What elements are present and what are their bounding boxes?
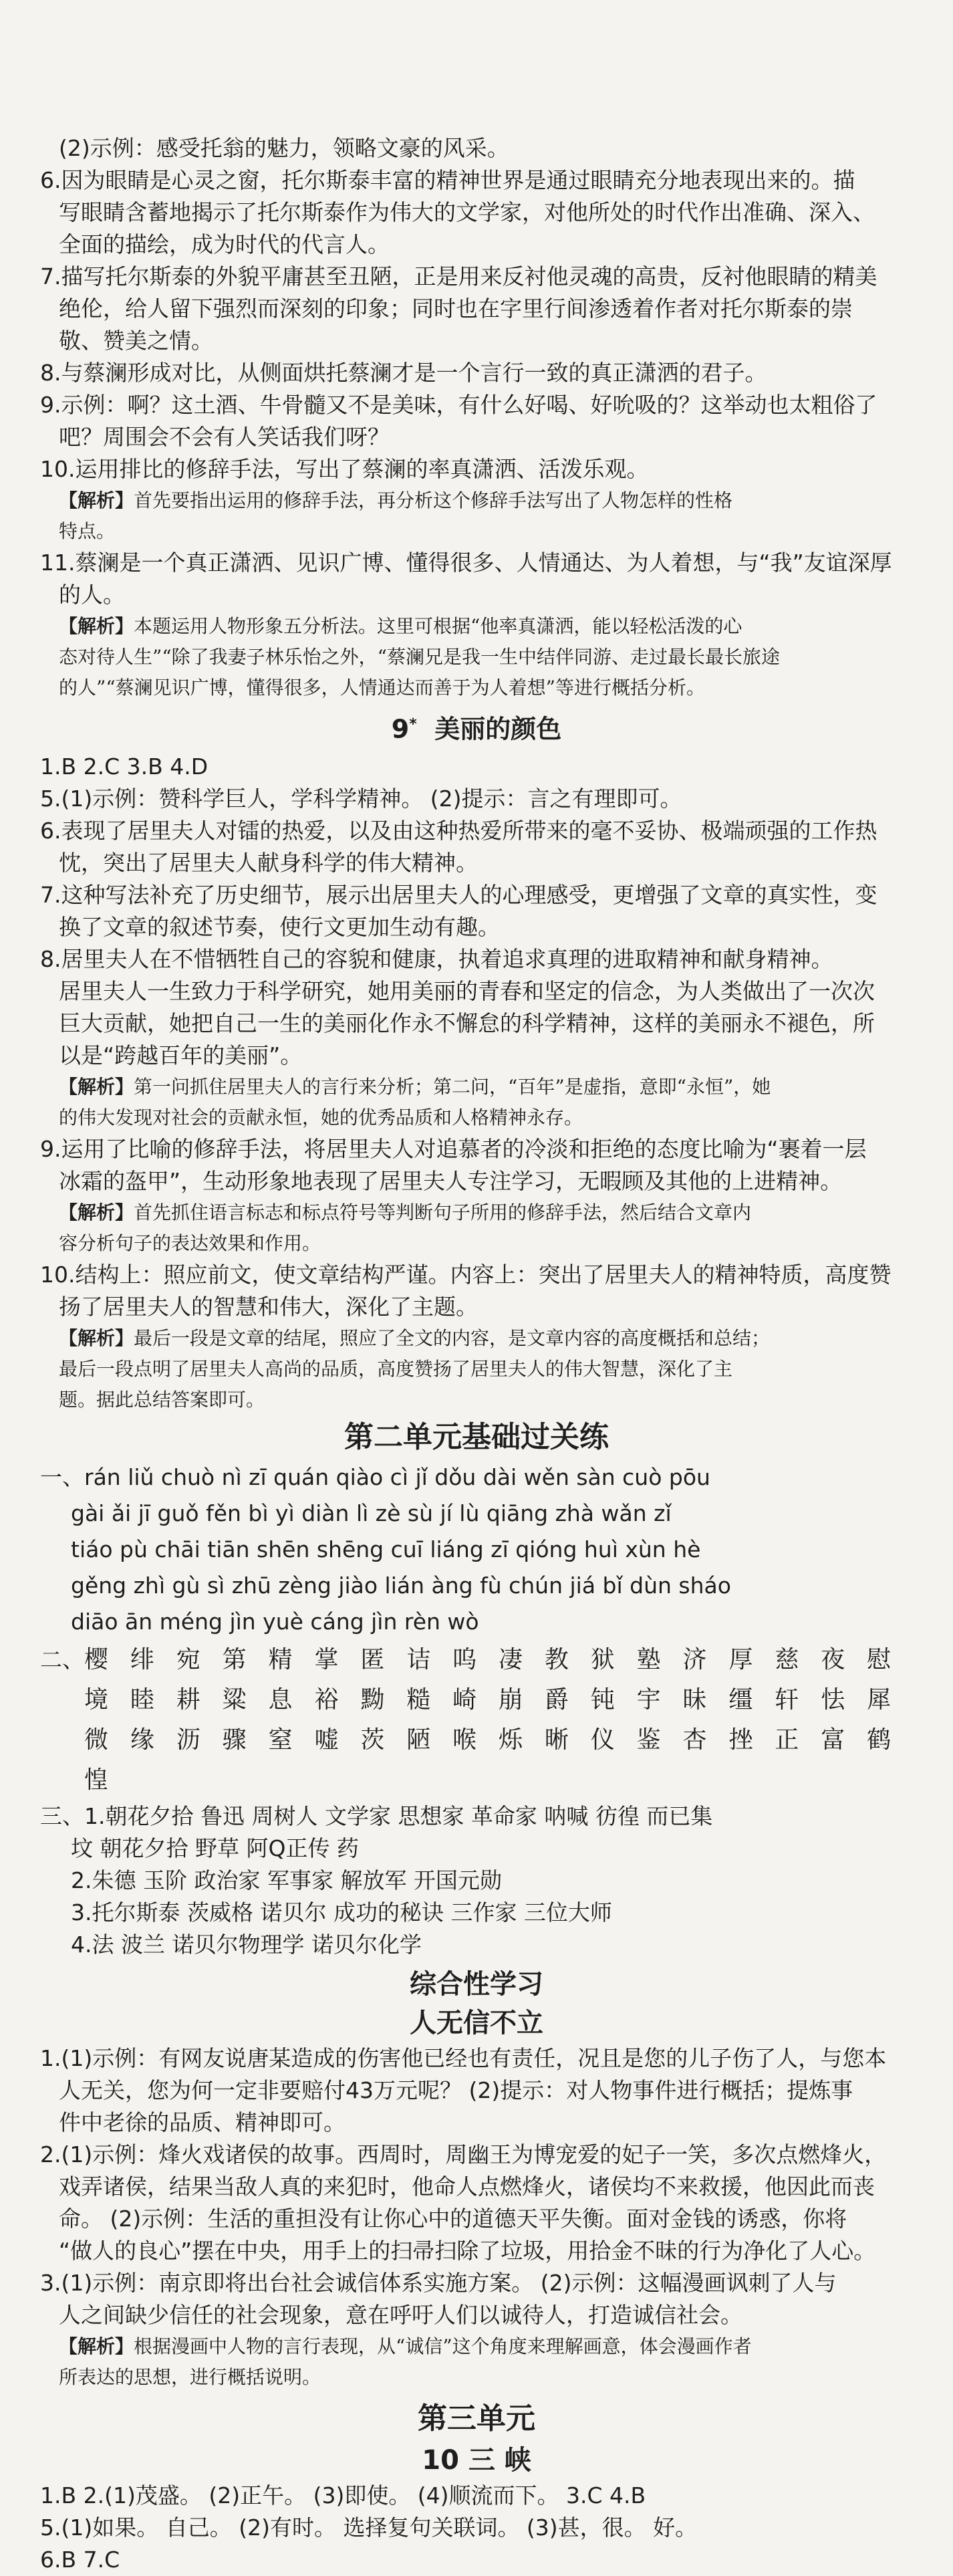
answer-character: 挫 [728,1726,753,1754]
analysis-8-cont: 的伟大发现对社会的贡献永恒，她的优秀品质和人格精神永存。 [59,1106,583,1129]
answer-line: “做人的良心”摆在中央，用手上的扫帚扫除了垃圾，用拾金不昧的行为净化了人心。 [59,2237,876,2264]
literature-answers [40,1800,913,1961]
answer-line: 6.因为眼睛是心灵之窗，托尔斯泰丰富的精神世界是通过眼睛充分地表现出来的。描 [40,167,855,193]
answer-line: 写眼睛含蓄地揭示了托尔斯泰作为伟大的文学家，对他所处的时代作出准确、深入、 [59,199,875,225]
answer-character: 烁 [498,1726,523,1754]
answer-line: 人之间缺少信任的社会现象，意在呼吁人们以诚待人，打造诚信社会。 [59,2301,742,2328]
answer-character: 鉴 [636,1726,661,1754]
answer-character: 息 [268,1685,293,1714]
answer-character: 嘘 [314,1726,339,1754]
analysis-11-cont: 态对待人生”“除了我妻子林乐怡之外，“蔡澜兄是我一生中结伴同游、走过最长最长旅途 [59,646,780,668]
section-9-heading [40,703,913,751]
analysis-9: 【解析】首先抓住语言标志和标点符号等判断句子所用的修辞手法，然后结合文章内 [59,1201,752,1223]
answer-character: 匿 [360,1645,385,1673]
answer-character: 钝 [590,1685,615,1714]
analysis-10: 【解析】首先要指出运用的修辞手法，再分析这个修辞手法写出了人物怎样的性格 [59,489,733,511]
answer-character: 黝 [360,1685,385,1714]
answer-line: 坟 朝花夕拾 野草 阿Q正传 药 [71,1835,359,1861]
analysis-tag: 【解析】 [59,1075,134,1098]
answer-character: 第 [222,1645,247,1673]
answer-character: 崎 [452,1685,477,1714]
answer-character: 爵 [544,1685,569,1714]
answer-character: 晰 [544,1726,569,1754]
answer-line: 敬、赞美之情。 [59,328,213,354]
answer-line: 人无关，您为何一定非要赔付43万元呢？ (2)提示：对人物事件进行概括；提炼事 [59,2077,853,2103]
answer-character: 慈 [775,1645,799,1673]
answer-character: 宇 [636,1685,661,1714]
answer-line: 巨大贡献，她把自己一生的美丽化作永不懈怠的科学精神，这样的美丽永不褪色，所 [59,1010,875,1036]
answer-character: 宛 [176,1645,200,1673]
analysis-11-cont: 的人”“蔡澜见识广博，懂得很多，人情通达而善于为人着想”等进行概括分析。 [59,677,705,699]
part-two-label: 二、 [40,1646,84,1673]
answer-line: 6.表现了居里夫人对镭的热爱，以及由这种热爱所带来的毫不妥协、极端顽强的工作热 [40,817,877,844]
answer-line: 7.描写托尔斯泰的外貌平庸甚至丑陋，正是用来反衬他灵魂的高贵，反衬他眼睛的精美 [40,263,877,289]
answer-character: 境 [84,1685,109,1714]
answer-character: 微 [84,1726,109,1754]
analysis-comp: 【解析】根据漫画中人物的言行表现，从“诚信”这个角度来理解画意，体会漫画作者 [59,2335,752,2357]
pinyin-answers [40,1459,913,1640]
answer-character: 崩 [498,1685,523,1714]
answer-character: 仪 [590,1726,615,1754]
answer-line: 1.B 2.(1)茂盛。 (2)正午。 (3)即使。 (4)顺流而下。 3.C 4.B [40,2482,646,2508]
lesson-10-answers [40,2480,913,2576]
answer-character: 耕 [176,1685,200,1714]
item-9: 9.运用了比喻的修辞手法，将居里夫人对追慕者的冷淡和拒绝的态度比喻为“裹着一层 [40,1135,867,1162]
answer-line: 以是“跨越百年的美丽”。 [59,1042,303,1068]
analysis-10b-cont: 题。据此总结答案即可。 [59,1388,265,1411]
answer-character: 凄 [498,1645,523,1673]
item-9-cont: 冰霜的盔甲”，生动形象地表现了居里夫人专注学习，无暇顾及其他的上进精神。 [59,1167,843,1194]
answer-character: 骤 [222,1726,247,1754]
answer-line: 吧？周围会不会有人笑话我们呀？ [59,424,390,450]
answer-character: 绯 [130,1645,154,1673]
answer-character: 呜 [452,1645,477,1673]
answer-line: 9.示例：啊？这土酒、牛骨髓又不是美味，有什么好喝、好吮吸的？这举动也太粗俗了 [40,392,877,418]
answer-line: 绝伦，给人留下强烈而深刻的印象；同时也在字里行间渗透着作者对托尔斯泰的崇 [59,296,853,322]
answer-line: 忱，突出了居里夫人献身科学的伟大精神。 [59,849,478,876]
answer-line: 5.(1)如果。 自己。 (2)有时。 选择复句关联词。 (3)甚，很。 好。 [40,2514,698,2541]
optional-mark: * [409,716,417,733]
item-11-cont: 的人。 [59,582,125,608]
answer-line: 3.(1)示例：南京即将出台社会诚信体系实施方案。 (2)示例：这幅漫画讽刺了人与 [40,2269,837,2296]
answer-character: 粱 [222,1685,247,1714]
answer-character: 犀 [867,1685,892,1714]
section-title: 美丽的颜色 [434,714,562,744]
answer-character: 惶 [84,1766,109,1794]
answer-line: 全面的描绘，成为时代的代言人。 [59,231,390,257]
answer-character: 茨 [360,1726,385,1754]
answer-character: 缰 [728,1685,753,1714]
answer-character: 慰 [867,1645,892,1673]
answer-character: 缘 [130,1726,154,1754]
answer-line: 3.托尔斯泰 茨威格 诺贝尔 成功的秘诀 三作家 三位大师 [71,1899,612,1925]
answer-character: 诘 [406,1645,431,1673]
analysis-tag: 【解析】 [59,2335,134,2357]
answer-line: 7.这种写法补充了历史细节，展示出居里夫人的心理感受，更增强了文章的真实性，变 [40,881,877,908]
answer-character: 樱 [84,1645,109,1673]
answer-line: 居里夫人一生致力于科学研究，她用美丽的青春和坚定的信念，为人类做出了一次次 [59,977,875,1004]
answer-line: 命。 (2)示例：生活的重担没有让你心中的道德天平失衡。面对金钱的诱惑，你将 [59,2205,847,2232]
analysis-tag: 【解析】 [59,1201,134,1223]
answer-character: 狱 [590,1645,615,1673]
answer-character: 富 [821,1726,845,1754]
analysis-9-cont: 容分析句子的表达效果和作用。 [59,1232,321,1254]
analysis-tag: 【解析】 [59,615,134,637]
pinyin-line: gài ǎi jī guǒ fěn bì yì diàn lì zè sù jí lù qiāng zhà wǎn zǐ [71,1500,672,1526]
answer-character: 济 [682,1645,707,1673]
answer-character: 塾 [636,1645,661,1673]
item-10-cont: 扬了居里夫人的智慧和伟大，深化了主题。 [59,1293,478,1320]
answer-line: 戏弄诸侯，结果当敌人真的来犯时，他命人点燃烽火，诸侯均不来救援，他因此而丧 [59,2173,875,2200]
unit-3-heading: 第三单元 [418,2401,535,2436]
pinyin-line: 一、rán liǔ chuò nì zī quán qiào cì jǐ dǒu dài wěn sàn cuò pōu [40,1463,710,1490]
answer-character: 昧 [682,1685,707,1714]
pinyin-line: diāo ān méng jìn yuè cáng jìn rèn wò [71,1608,479,1635]
item-11: 11.蔡澜是一个真正潇洒、见识广博、懂得很多、人情通达、为人着想，与“我”友谊深厚 [40,550,892,576]
comprehensive-study-heading: 综合性学习 [410,1968,543,2000]
answer-line: 换了文章的叙述节奏，使行文更加生动有趣。 [59,913,500,940]
answer-character: 窒 [268,1726,293,1754]
answer-character: 掌 [314,1645,339,1673]
answer-line: 5.(1)示例：赞科学巨人，学科学精神。 (2)提示：言之有理即可。 [40,785,682,812]
answer-line: 1.(1)示例：有网友说唐某造成的伤害他已经也有责任，况且是您的儿子伤了人，与您本 [40,2044,887,2071]
unit-2-heading: 第二单元基础过关练 [344,1419,609,1454]
pinyin-line: gěng zhì gù sì zhū zèng jiào lián àng fù chún jiá bǐ dùn sháo [71,1572,731,1599]
lesson-10-heading: 10 三 峡 [422,2444,531,2476]
answer-character: 精 [268,1645,293,1673]
answer-line: 8.居里夫人在不惜牺牲自己的容貌和健康，执着追求真理的进取精神和献身精神。 [40,945,833,972]
pinyin-line: tiáo pù chāi tiān shēn shēng cuī liáng zī qióng huì xùn hè [71,1536,701,1562]
analysis-comp-cont: 所表达的思想，进行概括说明。 [59,2365,321,2388]
answer-character: 怯 [821,1685,845,1714]
answer-character: 陋 [406,1726,431,1754]
section-9-answers [40,751,913,1072]
answer-line: 三、1.朝花夕拾 鲁迅 周树人 文学家 思想家 革命家 呐喊 彷徨 而已集 [40,1802,713,1829]
answer-line: 6.B 7.C [40,2546,120,2573]
analysis-tag: 【解析】 [59,1326,134,1349]
analysis-tag: 【解析】 [59,489,134,511]
answer-character: 轩 [775,1685,799,1714]
answer-line: 4.法 波兰 诺贝尔物理学 诺贝尔化学 [71,1931,422,1958]
answer-line: 1.B 2.C 3.B 4.D [40,753,209,780]
comprehensive-study-answers [40,2042,913,2331]
answer-line: (2)示例：感受托翁的魅力，领略文豪的风采。 [59,135,509,161]
answer-line: 8.与蔡澜形成对比，从侧面烘托蔡澜才是一个言行一致的真正潇洒的君子。 [40,360,767,386]
answer-line: 2.朱德 玉阶 政治家 军事家 解放军 开国元勋 [71,1867,502,1893]
answer-character: 鹤 [867,1726,892,1754]
item-10: 10.结构上：照应前文，使文章结构严谨。内容上：突出了居里夫人的精神特质，高度赞 [40,1261,892,1288]
answer-character: 睦 [130,1685,154,1714]
analysis-10-cont: 特点。 [59,520,116,542]
answer-character: 正 [775,1726,799,1754]
answer-character: 夜 [821,1645,845,1673]
analysis-10b-cont: 最后一段点明了居里夫人高尚的品质，高度赞扬了居里夫人的伟大智慧，深化了主 [59,1357,733,1380]
analysis-10b: 【解析】最后一段是文章的结尾，照应了全文的内容，是文章内容的高度概括和总结； [59,1326,771,1349]
answer-character: 杏 [682,1726,707,1754]
answer-line: 10.运用排比的修辞手法，写出了蔡澜的率真潇洒、活泼乐观。 [40,456,649,482]
comprehensive-study-subtitle: 人无信不立 [410,2007,543,2038]
character-grid [84,1640,913,1800]
answer-line: 2.(1)示例：烽火戏诸侯的故事。西周时，周幽王为博宠爱的妃子一笑，多次点燃烽火， [40,2141,887,2168]
answer-character: 糙 [406,1685,431,1714]
answer-character: 沥 [176,1726,200,1754]
analysis-11: 【解析】本题运用人物形象五分析法。这里可根据“他率真潇洒，能以轻松活泼的心 [59,615,742,637]
section-number: 9 [391,714,410,744]
section-8-answers [40,132,913,485]
answer-line: 件中老徐的品质、精神即可。 [59,2109,346,2135]
analysis-8: 【解析】第一问抓住居里夫人的言行来分析；第二问，“百年”是虚指，意即“永恒”，她 [59,1075,771,1098]
answer-character: 教 [544,1645,569,1673]
character-answers [40,1640,913,1800]
answer-character: 厚 [728,1645,753,1673]
answer-character: 裕 [314,1685,339,1714]
answer-character: 喉 [452,1726,477,1754]
